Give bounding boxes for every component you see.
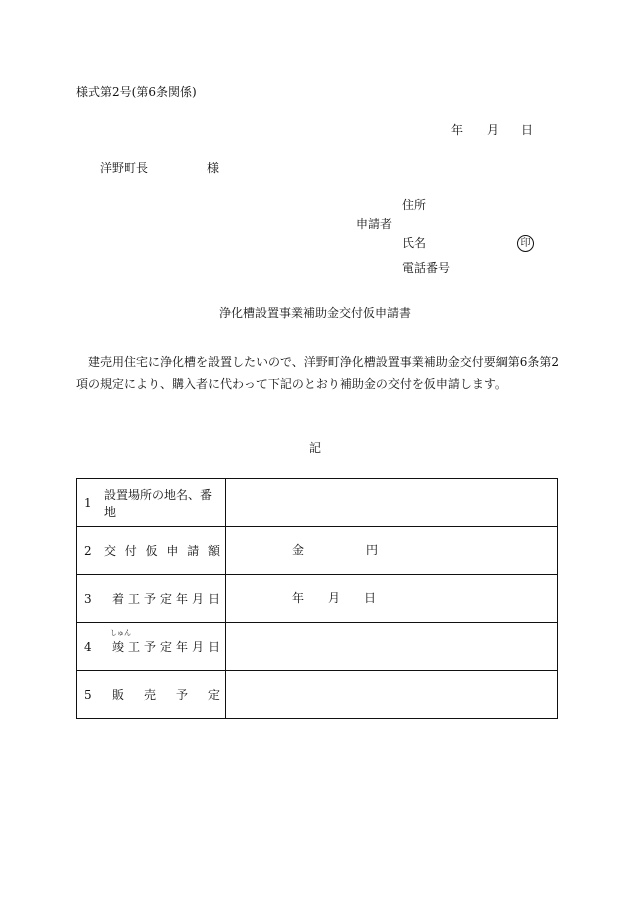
row-number: 5 [84,687,92,702]
row-label-cell [77,479,226,527]
form-number: 様式第2号(第6条関係) [76,85,197,99]
start-date-year: 年 [292,591,305,605]
row-number: 1 [84,495,92,510]
ki-label: 記 [308,441,321,455]
amount-suffix: 円 [366,543,379,557]
row-label-cell [77,671,226,719]
row-label: 設置場所の地名、番地 [104,487,213,519]
document-title: 浄化槽設置事業補助金交付仮申請書 [218,306,411,320]
row-number: 4 [84,639,92,654]
date-day-label: 日 [521,123,534,137]
seal-icon: 印 [517,235,534,252]
completion-date-value-field[interactable] [226,623,558,671]
table-row [77,623,558,671]
phone-label: 電話番号 [402,261,451,275]
row-label-cell [77,575,226,623]
body-line-2: 項の規定により、購入者に代わって下記のとおり補助金の交付を仮申請します。 [76,377,507,391]
applicant-label: 申請者 [356,217,393,231]
record-table [76,478,558,719]
body-paragraph [76,351,560,395]
row-label: 交付仮申請額 [104,544,220,558]
date-year-label: 年 [451,123,464,137]
row-label-cell [77,527,226,575]
table-row [77,479,558,527]
name-label: 氏名 [402,236,427,250]
table-row [77,671,558,719]
ruby-reading: しゅん [110,629,131,637]
addressee: 洋野町長 [100,161,149,175]
honorific: 様 [207,161,220,175]
row-label [104,629,220,655]
amount-value-field[interactable] [226,527,558,575]
body-line-1: 建売用住宅に浄化槽を設置したいので、洋野町浄化槽設置事業補助金交付要綱第6条第2 [88,355,560,369]
sale-plan-value-field[interactable] [226,671,558,719]
row-label-rest: 工予定年月日 [124,640,220,654]
row-label: 販売予定 [112,688,220,702]
row-label: 着工予定年月日 [112,592,220,606]
amount-prefix: 金 [292,543,305,557]
start-date-value-field[interactable] [226,575,558,623]
row-number: 2 [84,543,92,558]
table-row [77,575,558,623]
start-date-month: 月 [328,591,341,605]
row-number: 3 [84,591,92,606]
address-label: 住所 [402,198,427,212]
location-value-field[interactable] [226,479,558,527]
date-month-label: 月 [487,123,500,137]
table-row [77,527,558,575]
start-date-day: 日 [364,591,377,605]
ruby-base-char: 竣 しゅん [110,629,131,654]
row-label-cell [77,623,226,671]
